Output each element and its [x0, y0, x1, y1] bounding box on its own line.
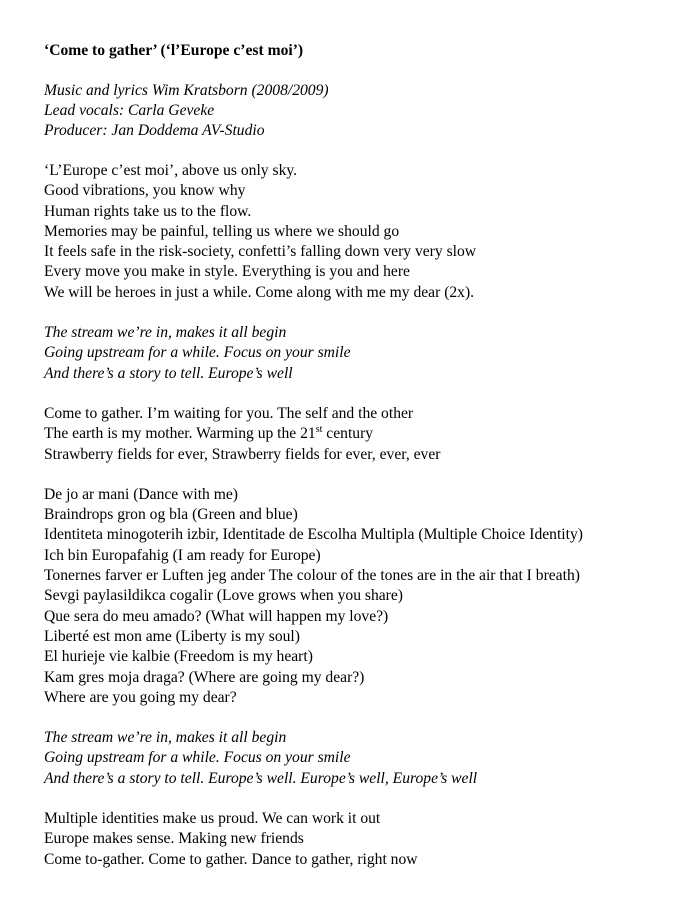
ordinal-superscript: st — [315, 424, 323, 436]
lyric-line: Europe makes sense. Making new friends — [44, 830, 304, 848]
chorus-1 — [44, 323, 683, 384]
lyric-line: We will be heroes in just a while. Come along with me my dear (2x). — [44, 283, 475, 301]
lyric-line: Braindrops gron og bla (Green and blue) — [44, 506, 298, 524]
lyric-line: Liberté est mon ame (Liberty is my soul) — [44, 627, 300, 645]
lyric-line: It feels safe in the risk-society, confetti’s falling down very very slow — [44, 243, 477, 261]
lyric-line: ‘L’Europe c’est moi’, above us only sky. — [44, 162, 298, 179]
lyric-line: Que sera do meu amado? (What will happen my love?) — [44, 607, 389, 625]
lyric-line: Human rights take us to the flow. — [44, 202, 252, 220]
lyric-line: Memories may be painful, telling us where we should go — [44, 222, 400, 240]
song-title: ‘Come to gather’ (‘l’Europe c’est moi’) — [44, 42, 304, 59]
verse-3 — [44, 485, 683, 708]
lyric-line: Multiple identities make us proud. We can work it out — [44, 810, 381, 828]
lyric-line: Sevgi paylasildikca cogalir (Love grows when you share) — [44, 587, 403, 605]
chorus-line: And there’s a story to tell. Europe’s well — [44, 364, 293, 382]
chorus-line: Going upstream for a while. Focus on your smile — [44, 749, 351, 767]
verse-4 — [44, 809, 683, 870]
chorus-line: Going upstream for a while. Focus on your smile — [44, 344, 351, 362]
lyric-line: Tonernes farver er Luften jeg ander The colour of the tones are in the air that I breath) — [44, 567, 580, 585]
lyric-line: Where are you going my dear? — [44, 688, 237, 706]
credit-line: Music and lyrics Wim Kratsborn (2008/2009) — [44, 82, 329, 99]
lyric-line: Identiteta minogoterih izbir, Identitade de Escolha Multipla (Multiple Choice Identity) — [44, 526, 583, 544]
lyric-line — [44, 424, 683, 444]
lyric-text: century — [322, 425, 374, 443]
credit-line: Lead vocals: Carla Geveke — [44, 102, 215, 119]
lyric-line: Kam gres moja draga? (Where are going my dear?) — [44, 668, 365, 686]
verse-1 — [44, 161, 683, 303]
lyric-line: De jo ar mani (Dance with me) — [44, 485, 238, 503]
chorus-line: The stream we’re in, makes it all begin — [44, 729, 287, 747]
credits-block — [44, 81, 683, 141]
lyric-line: Come to gather. I’m waiting for you. The self and the other — [44, 404, 414, 422]
verse-2 — [44, 404, 683, 465]
lyric-line: Ich bin Europafahig (I am ready for Europe) — [44, 546, 321, 564]
lyric-text: The earth is my mother. Warming up the 21 — [44, 425, 316, 443]
lyric-line: Strawberry fields for ever, Strawberry fields for ever, ever, ever — [44, 445, 441, 463]
lyric-line: El hurieje vie kalbie (Freedom is my heart) — [44, 648, 313, 666]
chorus-line: And there’s a story to tell. Europe’s well. Europe’s well, Europe’s well — [44, 769, 478, 787]
chorus-2 — [44, 728, 683, 789]
lyric-line: Every move you make in style. Everything is you and here — [44, 263, 410, 281]
lyric-line: Come to-gather. Come to gather. Dance to gather, right now — [44, 850, 418, 868]
credit-line: Producer: Jan Doddema AV-Studio — [44, 122, 265, 139]
lyric-line: Good vibrations, you know why — [44, 182, 246, 200]
chorus-line: The stream we’re in, makes it all begin — [44, 324, 287, 342]
document-content — [44, 41, 683, 890]
